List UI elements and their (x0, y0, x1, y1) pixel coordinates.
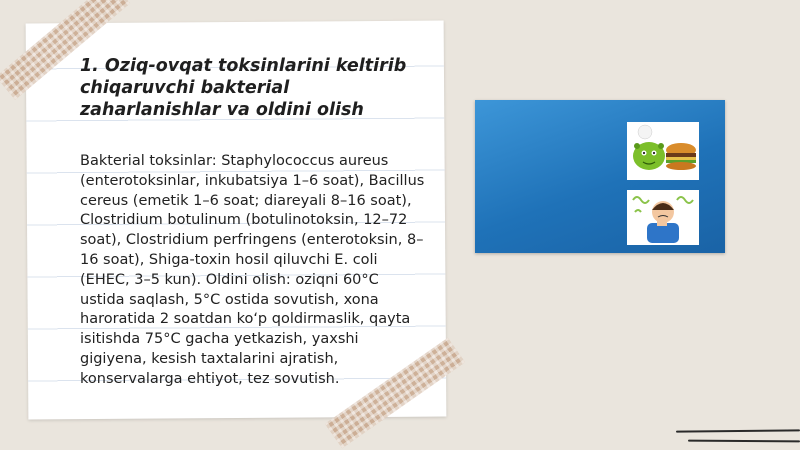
germ-burger-illustration (627, 122, 699, 180)
slide-thumbnail (475, 100, 725, 253)
card-body-text: Bakterial toksinlar: Staphylococcus aureus (enterotoksinlar, inkubatsiya 1–6 soat), Bacillus cereus (emetik 1–6 soat; diareyali 8–16 soat), Clostridium botulinum (botulinotoksin, 12–72 soat), Clostridium perfringens (enterotoksin, 8–16 soat), Shiga-toxin hosil qiluvchi E. coli (EHEC, 3–5 kun). Oldini olish: oziqni 60°C ustida saqlash, 5°C ostida sovutish, xona haroratida 2 soatdan ko‘p qoldirmaslik, qayta isitishda 75°C gacha yetkazish, yaxshi gigiyena, kesish taxtalarini ajratish, konservalarga ehtiyot, tez sovutish. (80, 153, 425, 387)
decorative-line (676, 429, 800, 432)
sick-person-illustration (627, 190, 699, 245)
card-title: 1. Oziq-ovqat toksinlarini keltirib chiqaruvchi bakterial zaharlanishlar va oldini olish (80, 56, 407, 120)
decorative-line (688, 440, 800, 443)
